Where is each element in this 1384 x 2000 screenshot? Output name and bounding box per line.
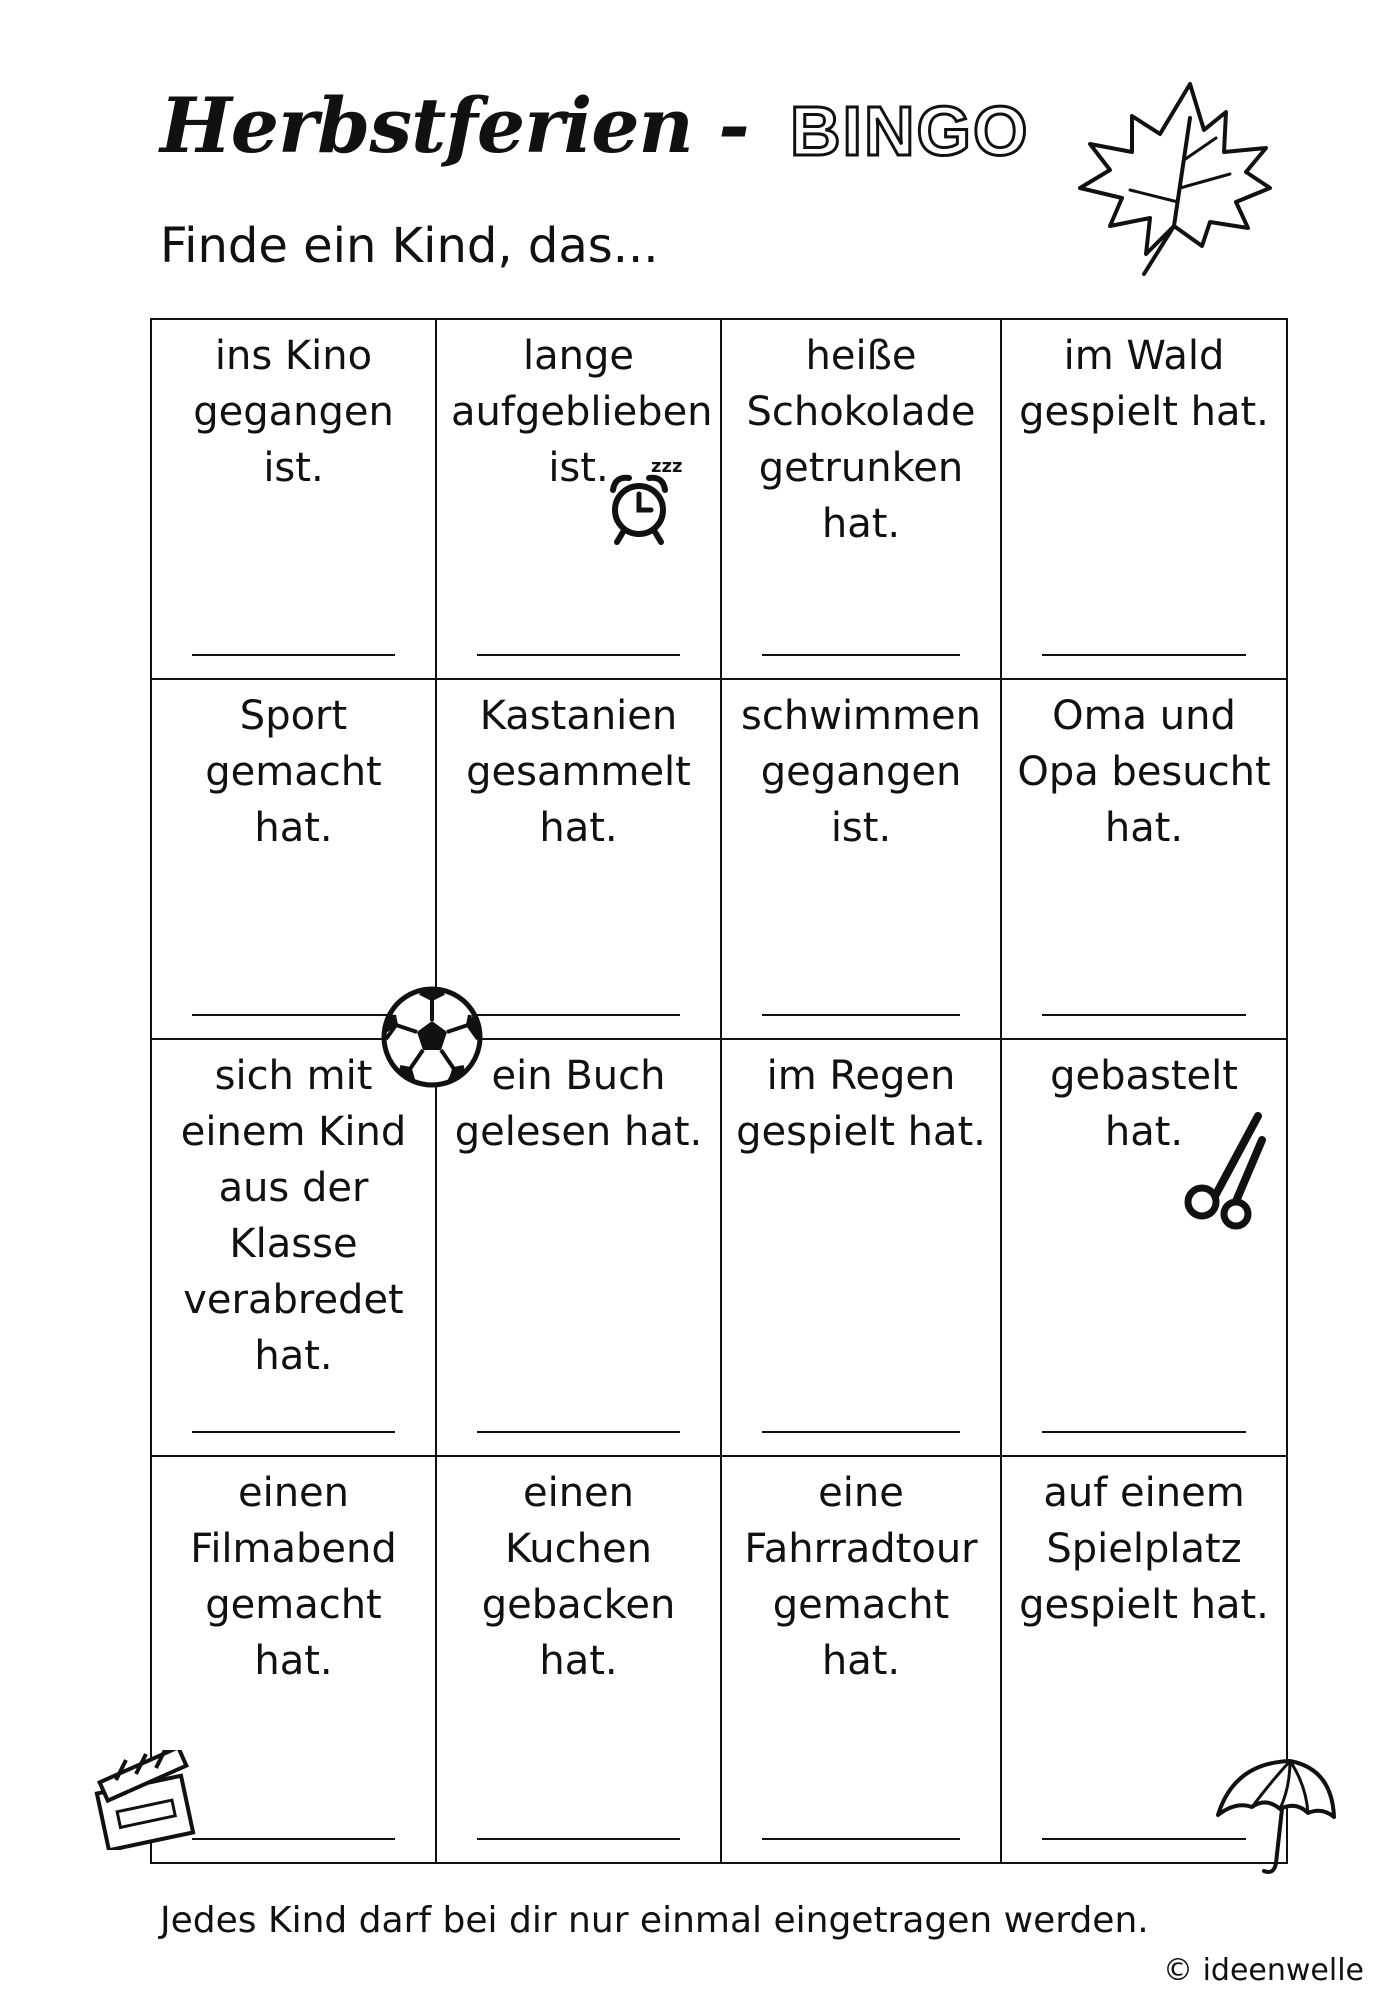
cell-text: einen Filmabend gemacht hat. (190, 1470, 397, 1684)
bingo-cell[interactable] (722, 320, 1002, 680)
cell-text: Oma und Opa besucht hat. (1017, 693, 1271, 851)
cell-text: einen Kuchen gebacken hat. (481, 1470, 676, 1684)
signature-line[interactable] (1042, 654, 1246, 656)
bingo-grid (150, 318, 1288, 1864)
bingo-cell[interactable] (722, 1457, 1002, 1862)
footer-note: Jedes Kind darf bei dir nur einmal eingetragen werden. (160, 1900, 1149, 1941)
cell-text: gebastelt hat. (1050, 1053, 1238, 1155)
cell-text: auf einem Spielplatz gespielt hat. (1019, 1470, 1269, 1628)
bingo-cell[interactable] (437, 320, 722, 680)
bingo-cell[interactable] (152, 320, 437, 680)
signature-line[interactable] (192, 1431, 395, 1433)
umbrella-icon (1210, 1755, 1340, 1880)
bingo-cell[interactable] (1002, 320, 1286, 680)
cell-text: im Regen gespielt hat. (736, 1053, 986, 1155)
signature-line[interactable] (192, 1838, 395, 1840)
bingo-cell[interactable] (1002, 680, 1286, 1040)
signature-line[interactable] (762, 1014, 960, 1016)
cell-text: ins Kino gegangen ist. (193, 333, 394, 491)
scissors-icon (1178, 1110, 1268, 1230)
signature-line[interactable] (1042, 1014, 1246, 1016)
bingo-cell[interactable] (1002, 1040, 1286, 1457)
clapperboard-icon (90, 1750, 200, 1850)
bingo-cell[interactable] (437, 1040, 722, 1457)
soccer-ball-icon (380, 985, 484, 1089)
cell-text: schwimmen gegangen ist. (741, 693, 981, 851)
signature-line[interactable] (477, 1838, 680, 1840)
bingo-cell[interactable] (437, 1457, 722, 1862)
cell-text: sich mit einem Kind aus der Klasse verabredet hat. (180, 1053, 407, 1379)
maple-leaf-icon (1070, 78, 1280, 278)
signature-line[interactable] (762, 1431, 960, 1433)
cell-text: Sport gemacht hat. (205, 693, 382, 851)
bingo-title: BINGO (790, 92, 1030, 170)
cell-text: lange aufgeblieben ist. (451, 333, 713, 491)
cell-text: Kastanien gesammelt hat. (466, 693, 691, 851)
signature-line[interactable] (192, 654, 395, 656)
subtitle: Finde ein Kind, das... (160, 218, 659, 274)
alarm-clock-icon (605, 448, 695, 548)
zzz-text: zzz (651, 456, 683, 477)
signature-line[interactable] (762, 1838, 960, 1840)
signature-line[interactable] (762, 654, 960, 656)
signature-line[interactable] (477, 654, 680, 656)
signature-line[interactable] (477, 1431, 680, 1433)
bingo-cell[interactable] (722, 680, 1002, 1040)
copyright: © ideenwelle (1163, 1953, 1364, 1988)
page-title: Herbstferien - (160, 81, 749, 170)
cell-text: im Wald gespielt hat. (1019, 333, 1269, 435)
signature-line[interactable] (1042, 1431, 1246, 1433)
cell-text: ein Buch gelesen hat. (454, 1053, 703, 1155)
cell-text: heiße Schokolade getrunken hat. (746, 333, 976, 547)
signature-line[interactable] (192, 1014, 395, 1016)
bingo-cell[interactable] (152, 1040, 437, 1457)
bingo-cell[interactable] (722, 1040, 1002, 1457)
signature-line[interactable] (477, 1014, 680, 1016)
cell-text: eine Fahrradtour gemacht hat. (744, 1470, 978, 1684)
